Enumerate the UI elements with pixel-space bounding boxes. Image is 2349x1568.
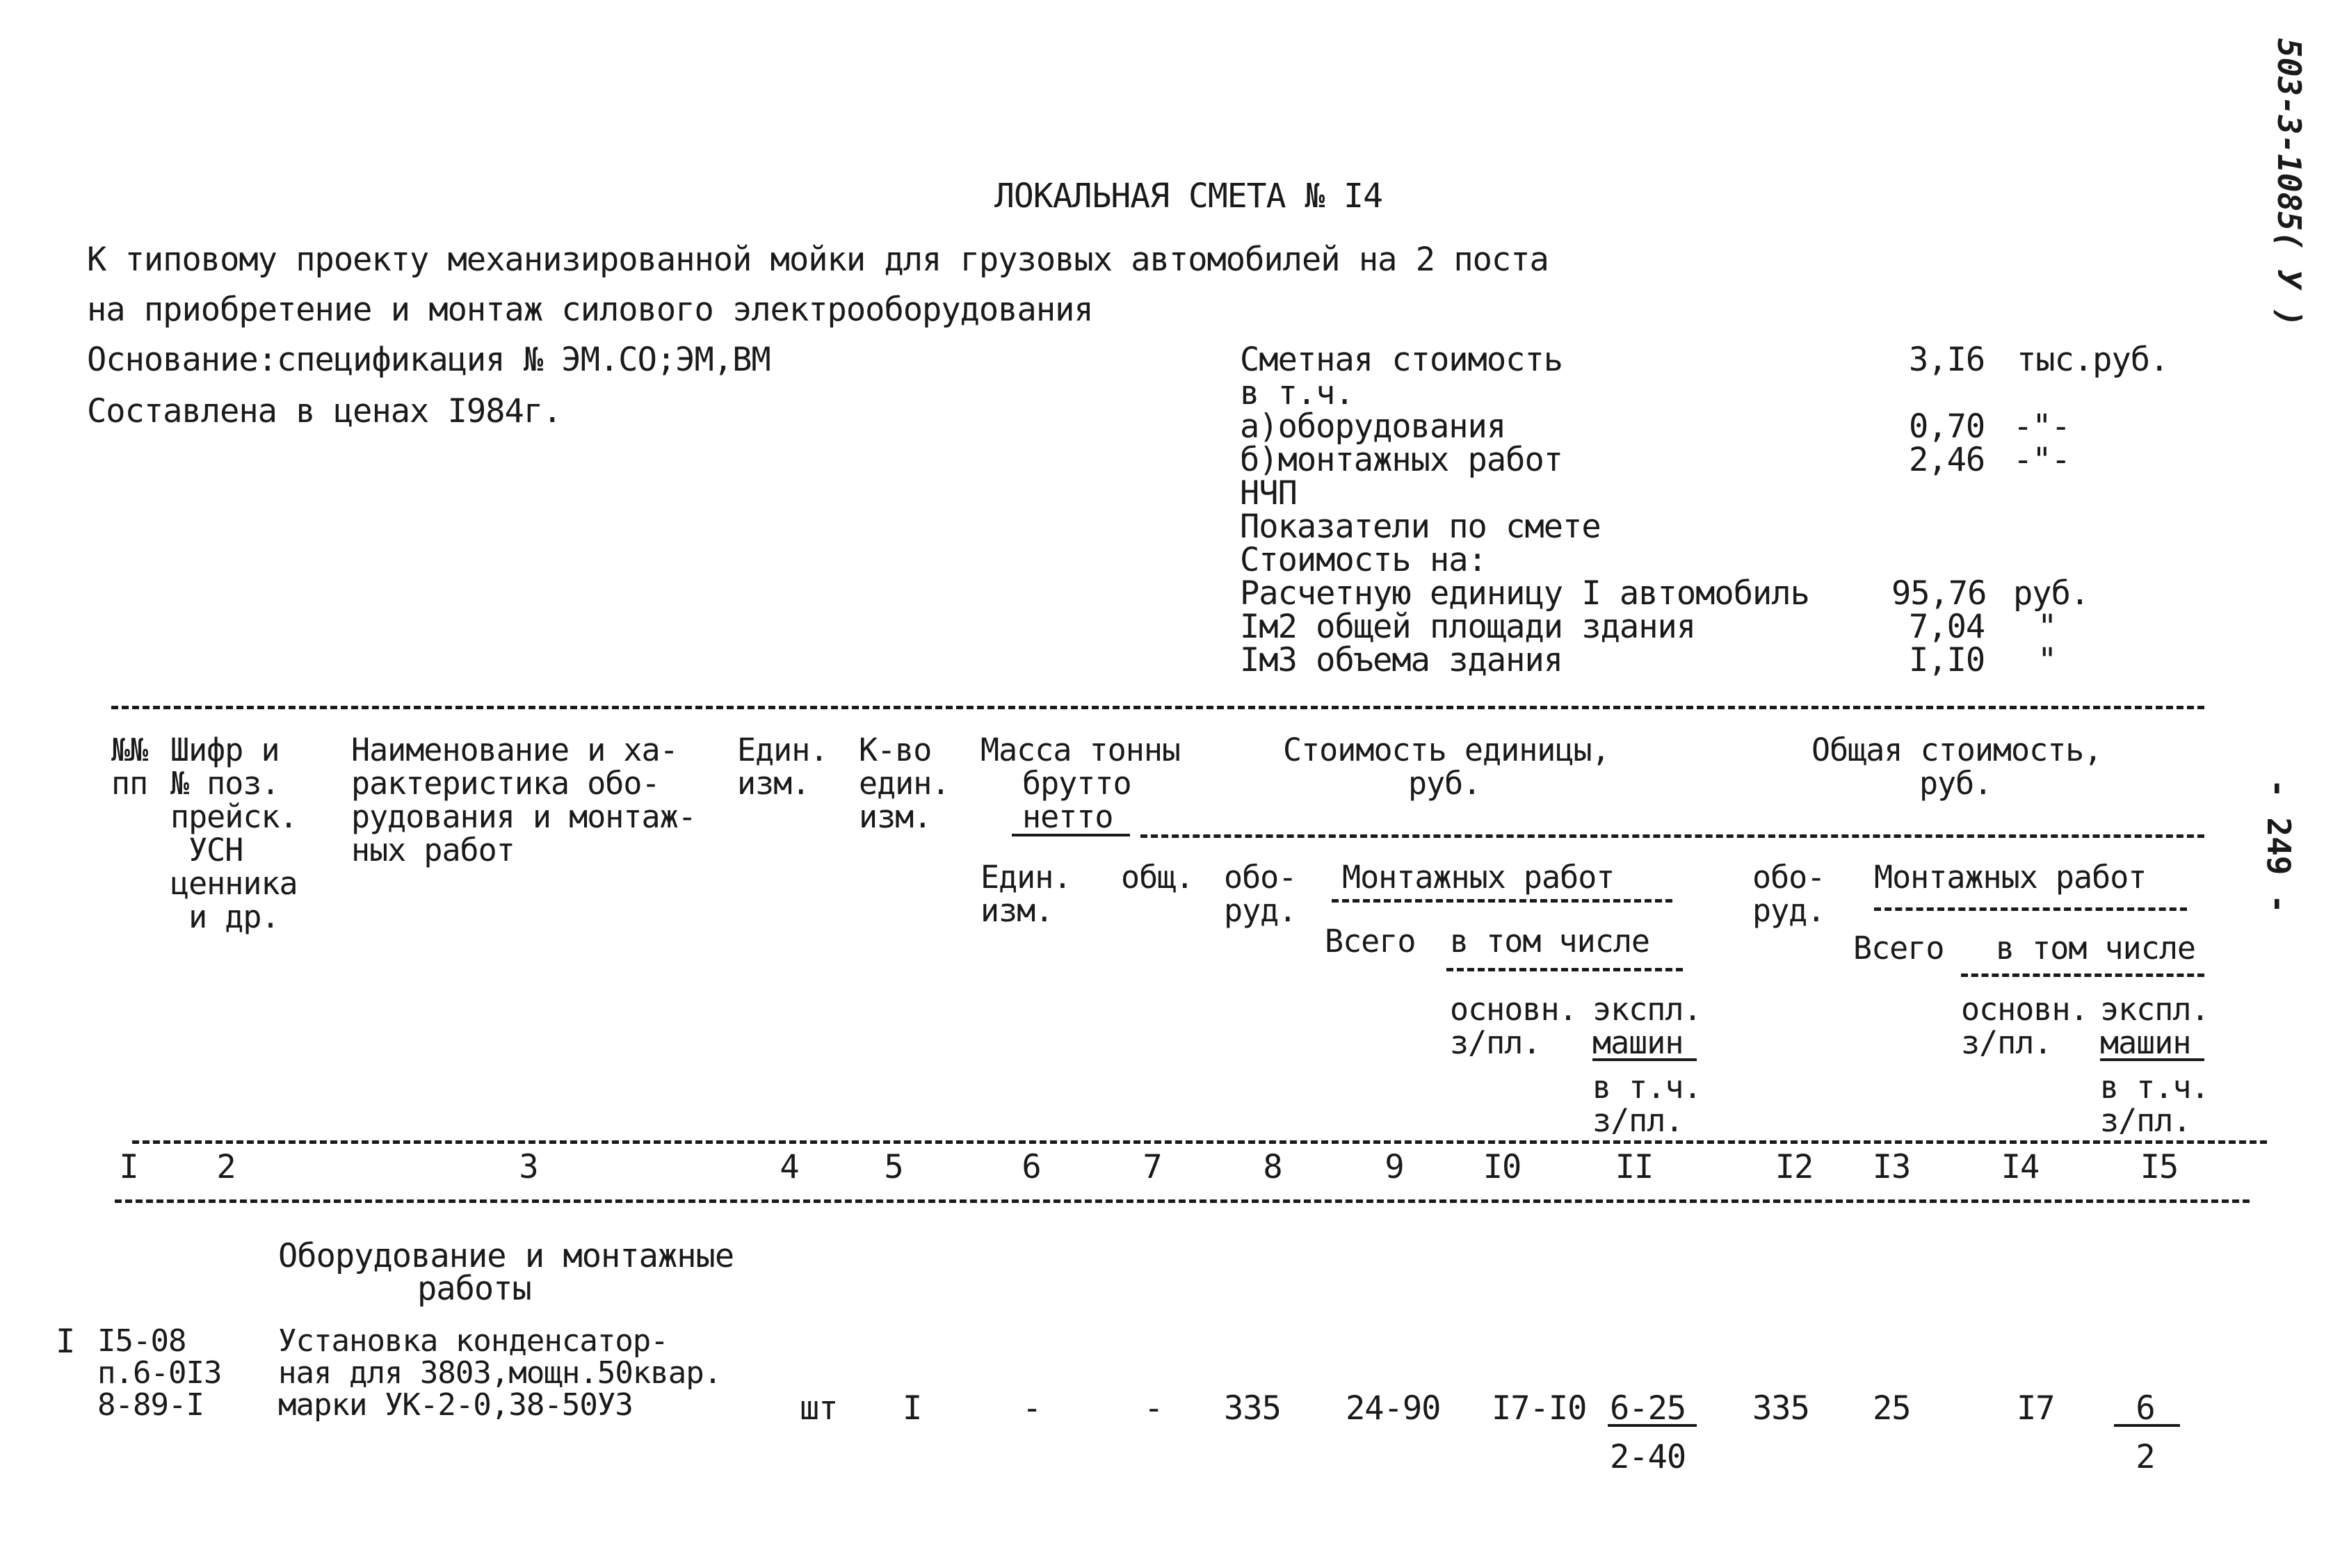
col-header-incl-wage-total: в т.ч. з/пл. <box>2100 1069 2209 1139</box>
col-header-machine-expl-total: экспл. <box>2100 991 2209 1028</box>
per-m2-label: Iм2 общей площади здания <box>1240 608 1696 646</box>
machines-total-underline <box>2100 1058 2204 1061</box>
incl-total-rule <box>1961 973 2204 977</box>
row-install-all-total: 25 <box>1873 1389 1911 1428</box>
net-underline <box>1012 834 1130 836</box>
col-header-unit: Един. изм. <box>737 732 828 802</box>
col-header-quantity: К-во един. изм. <box>859 732 950 835</box>
per-m2-value: 7,04 <box>1909 608 1985 646</box>
row-machine-expl-total: 6 <box>2136 1389 2155 1428</box>
column-number: 4 <box>780 1148 799 1186</box>
col-header-number: №№ пп <box>111 732 148 802</box>
page-number: - 249 - <box>2260 779 2298 914</box>
machines-unit-underline <box>1592 1058 1697 1061</box>
row-mass-unit: - <box>1022 1389 1042 1428</box>
install-unit: -"- <box>2013 441 2070 479</box>
row-machine-wage-unit: 2-40 <box>1610 1438 1686 1476</box>
basis-line: Основание:спецификация № ЭМ.СО;ЭМ,ВМ <box>87 341 770 379</box>
row-quantity: I <box>903 1389 922 1428</box>
per-m3-unit: " <box>2037 641 2057 679</box>
col-header-total-cost-rub: руб. <box>1919 765 1992 802</box>
section-title-line-2: работы <box>417 1270 531 1308</box>
col-header-total-cost: Общая стоимость, <box>1811 732 2102 768</box>
row-code: I5-08 п.6-0I3 8-89-I <box>97 1323 222 1423</box>
header-bottom-rule <box>132 1140 2267 1144</box>
per-unit-value: 95,76 <box>1891 574 1987 613</box>
row-name: Установка конденсатор- ная для 3803,мощн.50квар. марки УК-2-0,38-50УЗ <box>278 1323 722 1423</box>
cost-value: 3,I6 <box>1909 341 1985 379</box>
machine-expl-unit-underline <box>1608 1424 1697 1427</box>
column-number: 5 <box>884 1148 903 1186</box>
column-number: I3 <box>1872 1148 1911 1186</box>
col-header-mass: Масса тонны <box>980 732 1181 768</box>
col-header-all-unit: Всего <box>1325 923 1416 960</box>
col-header-net: нетто <box>1022 798 1113 835</box>
per-unit-unit: руб. <box>2013 574 2090 613</box>
column-number: 3 <box>519 1148 538 1186</box>
row-equipment-total: 335 <box>1752 1389 1809 1428</box>
col-header-all-total: Всего <box>1853 930 1944 967</box>
col-header-name: Наименование и ха- рактеристика обо- рудования и монтаж- ных работ <box>351 732 696 868</box>
column-number: 8 <box>1263 1148 1282 1186</box>
per-m2-unit: " <box>2037 608 2057 646</box>
cost-label: Сметная стоимость <box>1240 341 1563 379</box>
incl-unit-rule <box>1446 968 1683 971</box>
row-main-wage-unit: I7-I0 <box>1492 1389 1587 1428</box>
install-unit-rule <box>1332 899 1672 903</box>
col-header-gross: брутто <box>1022 765 1131 802</box>
col-header-install-total: Монтажных работ <box>1874 859 2147 896</box>
equipment-value: 0,70 <box>1909 407 1985 446</box>
row-equipment-unit: 335 <box>1224 1389 1281 1428</box>
col-header-mass-total: общ. <box>1121 859 1194 896</box>
machine-expl-total-underline <box>2114 1424 2180 1427</box>
install-label: б)монтажных работ <box>1240 441 1563 479</box>
col-header-incl-unit: в том числе <box>1450 923 1650 960</box>
column-number: 2 <box>216 1148 236 1186</box>
subtitle-line-2: на приобретение и монтаж силового электрооборудования <box>87 291 1093 329</box>
indicators-label: Показатели по смете <box>1240 508 1601 546</box>
row-unit: шт <box>800 1389 838 1428</box>
row-number: I <box>56 1323 75 1361</box>
column-number: 9 <box>1385 1148 1404 1186</box>
col-header-main-wage-total: основн. з/пл. <box>1961 991 2088 1061</box>
col-header-machines-total: машин <box>2100 1024 2191 1061</box>
install-total-rule <box>1874 907 2187 911</box>
column-numbers-rule <box>115 1199 2250 1203</box>
column-number: I <box>119 1148 138 1186</box>
column-number: 7 <box>1143 1148 1162 1186</box>
col-header-equipment-total: обо- руд. <box>1752 859 1825 929</box>
col-header-mass-unit: Един. изм. <box>980 859 1072 929</box>
install-value: 2,46 <box>1909 441 1985 479</box>
equipment-label: а)оборудования <box>1240 407 1506 446</box>
subtitle-line-1: К типовому проекту механизированной мойки для грузовых автомобилей на 2 поста <box>87 241 1549 279</box>
equipment-unit: -"- <box>2013 407 2070 446</box>
col-header-main-wage-unit: основн. з/пл. <box>1450 991 1577 1061</box>
per-unit-label: Расчетную единицу I автомобиль <box>1240 574 1809 613</box>
cost-on-label: Стоимость на: <box>1240 541 1487 579</box>
col-header-incl-total: в том числе <box>1996 930 2196 967</box>
col-header-equipment-unit: обо- руд. <box>1224 859 1297 929</box>
header-top-rule <box>111 706 2204 709</box>
col-header-unit-cost-rub: руб. <box>1408 765 1481 802</box>
section-title-line-1: Оборудование и монтажные <box>278 1237 734 1275</box>
column-number: 6 <box>1022 1148 1041 1186</box>
document-code-handwritten: 503-3-1085( У ) <box>2270 38 2308 328</box>
nchp-label: НЧП <box>1240 474 1297 512</box>
column-number: I2 <box>1775 1148 1814 1186</box>
col-header-machines-unit: машин <box>1592 1024 1684 1061</box>
column-number: II <box>1615 1148 1654 1186</box>
column-number: I5 <box>2140 1148 2179 1186</box>
row-install-all-unit: 24-90 <box>1346 1389 1441 1428</box>
row-main-wage-total: I7 <box>2017 1389 2055 1428</box>
header-mid-rule <box>1140 834 2204 838</box>
col-header-install-unit: Монтажных работ <box>1342 859 1615 896</box>
col-header-unit-cost: Стоимость единицы, <box>1283 732 1610 768</box>
per-m3-label: Iм3 объема здания <box>1240 641 1563 679</box>
row-mass-total: - <box>1144 1389 1163 1428</box>
col-header-code: Шифр и № поз. прейск. УСН ценника и др. <box>170 732 298 935</box>
row-machine-wage-total: 2 <box>2136 1438 2155 1476</box>
per-m3-value: I,I0 <box>1909 641 1985 679</box>
cost-unit: тыс.руб. <box>2017 341 2169 379</box>
column-number: I4 <box>2001 1148 2040 1186</box>
prices-line: Составлена в ценах I984г. <box>87 392 562 430</box>
col-header-incl-wage-unit: в т.ч. з/пл. <box>1592 1069 1702 1139</box>
row-machine-expl-unit: 6-25 <box>1610 1389 1686 1428</box>
column-number: I0 <box>1483 1148 1521 1186</box>
document-title: ЛОКАЛЬНАЯ СМЕТА № I4 <box>994 177 1382 216</box>
including-label: в т.ч. <box>1240 374 1354 412</box>
col-header-machine-expl-unit: экспл. <box>1592 991 1702 1028</box>
